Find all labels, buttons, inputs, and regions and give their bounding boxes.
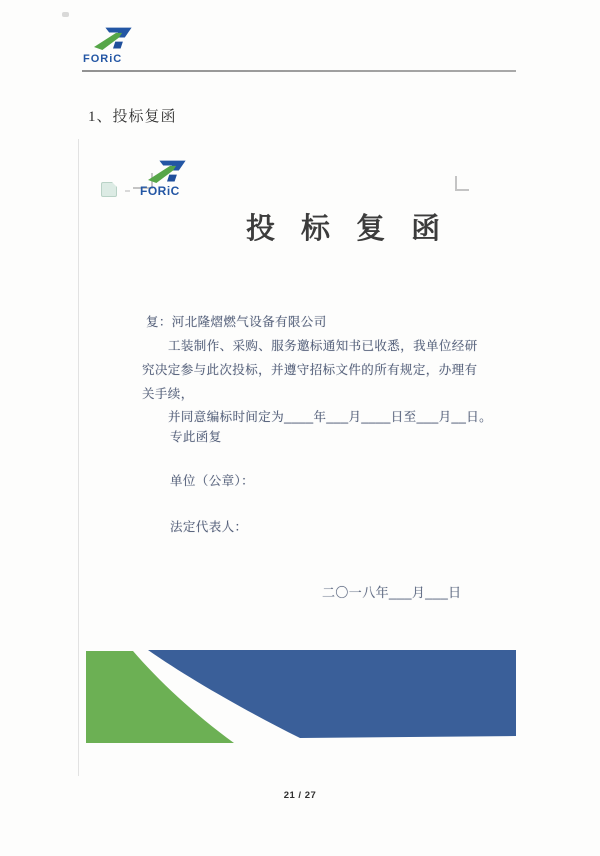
crop-mark-right <box>455 176 457 190</box>
body-line: 关手续， <box>142 387 194 401</box>
body-line: 究决定参与此次投标，并遵守招标文件的所有规定，办理有 <box>142 363 478 377</box>
body-line: 工装制作、采购、服务邀标通知书已收悉，我单位经研 <box>168 339 478 353</box>
inner-document-edge <box>78 139 79 776</box>
foric-logo-icon <box>148 160 186 184</box>
foric-logo-text: FORiC <box>140 184 180 198</box>
footer-swoosh-graphic <box>86 648 516 748</box>
document-title: 投 标 复 函 <box>246 213 450 245</box>
closing-line: 专此函复 <box>170 430 222 444</box>
scan-artifact <box>62 12 69 17</box>
paste-icon-tick <box>125 190 130 192</box>
foric-logo <box>83 26 143 65</box>
paste-icon <box>101 182 117 197</box>
date-line: 二〇一八年___月___日 <box>322 585 462 600</box>
crop-mark-right <box>455 189 469 191</box>
legal-representative-line: 法定代表人： <box>170 520 248 534</box>
body-line: 并同意编标时间定为____年___月____日至___月__日。 <box>168 410 493 424</box>
header-rule <box>82 70 516 72</box>
inner-foric-logo <box>140 160 200 198</box>
page-number: 21 / 27 <box>283 790 317 801</box>
section-heading: 1、投标复函 <box>88 109 177 125</box>
foric-logo-icon <box>94 26 132 52</box>
foric-logo-text: FORiC <box>83 53 123 65</box>
recipient-line: 复：河北隆熠燃气设备有限公司 <box>146 315 327 329</box>
unit-seal-line: 单位（公章）： <box>170 474 255 488</box>
